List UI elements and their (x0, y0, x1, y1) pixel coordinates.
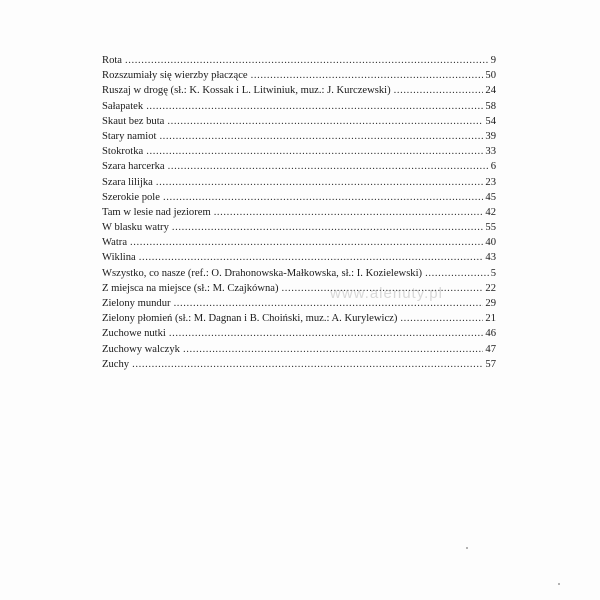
dot-leader (214, 205, 484, 220)
toc-entry-title: Szara harcerka (102, 161, 165, 173)
toc-entry (102, 326, 496, 341)
toc-entry-title: W blasku watry (102, 222, 169, 234)
toc-entry (102, 357, 496, 372)
toc-entry-title: Szara lilijka (102, 176, 153, 188)
dot-leader (425, 266, 489, 281)
dot-leader (169, 326, 484, 341)
toc-entry-page: 9 (490, 55, 496, 66)
toc-entry (102, 342, 496, 357)
toc-entry-title: Zielony płomień (sł.: M. Dagnan i B. Choiński, muz.: A. Kurylewicz) (102, 313, 398, 325)
dot-leader (394, 83, 484, 98)
toc-entry (102, 296, 496, 311)
toc-entry (102, 311, 496, 326)
toc-entry (102, 68, 496, 83)
toc-entry-title: Sałapatek (102, 100, 144, 112)
toc-entry-title: Wiklina (102, 252, 136, 264)
toc-entry-page: 42 (485, 206, 496, 218)
toc-entry (102, 99, 496, 114)
dot-leader (146, 144, 483, 159)
toc-entry (102, 190, 496, 205)
toc-entry-page: 46 (485, 328, 496, 340)
toc-entry (102, 144, 496, 159)
dot-leader (146, 99, 483, 114)
toc-entry-page: 54 (485, 115, 496, 127)
toc-entry-title: Stokrotka (102, 146, 144, 158)
toc-entry-page: 24 (485, 85, 496, 97)
toc-entry (102, 220, 496, 235)
toc-entry-title: Z miejsca na miejsce (sł.: M. Czajkówna) (102, 282, 279, 294)
toc-entry-title: Szerokie pole (102, 191, 160, 203)
toc-entry-page: 5 (490, 267, 496, 279)
toc-entry-page: 55 (485, 222, 496, 234)
toc-entry (102, 53, 496, 68)
dot-leader (282, 281, 484, 296)
dot-leader (130, 235, 483, 250)
toc-entry (102, 266, 496, 281)
dot-leader (172, 220, 484, 235)
toc-entry-title: Zuchowy walczyk (102, 343, 180, 355)
toc-entry-title: Stary namiot (102, 130, 157, 142)
toc-entry (102, 159, 496, 174)
toc-entry-title: Tam w lesie nad jeziorem (102, 206, 211, 218)
dot-leader (132, 357, 483, 372)
toc-entry-page: 50 (485, 70, 496, 82)
toc-entry-page: 43 (485, 252, 496, 264)
toc-entry-page: 40 (485, 237, 496, 249)
toc-entry-page: 39 (485, 130, 496, 142)
toc-entry-page: 33 (485, 146, 496, 158)
toc-entry (102, 250, 496, 265)
toc-entry-page: 29 (485, 298, 496, 309)
toc-entry-page: 58 (485, 100, 496, 112)
dot-leader (163, 190, 483, 205)
dot-leader (251, 68, 484, 83)
toc-entry-page: 22 (485, 282, 496, 294)
table-of-contents (102, 53, 496, 372)
toc-entry (102, 175, 496, 190)
toc-entry (102, 235, 496, 250)
toc-entry-page: 23 (485, 176, 496, 188)
toc-entry-page: 57 (485, 358, 496, 370)
toc-entry-title: Watra (102, 237, 128, 249)
toc-entry-title: Zuchy (102, 358, 130, 370)
dot-leader (139, 250, 484, 265)
toc-entry-page: 45 (485, 191, 496, 203)
dot-leader (167, 114, 483, 129)
print-speck (558, 583, 560, 585)
toc-entry-title: Wszystko, co nasze (ref.: O. Drahonowska-Małkowska, sł.: I. Kozielewski) (102, 267, 423, 279)
print-speck (466, 547, 468, 549)
toc-entry-title: Zielony mundur (102, 298, 171, 309)
dot-leader (125, 53, 489, 68)
toc-entry-page: 6 (490, 161, 496, 173)
dot-leader (183, 342, 483, 357)
dot-leader (156, 175, 484, 190)
dot-leader (159, 129, 483, 144)
dot-leader (400, 311, 483, 326)
toc-entry-title: Zuchowe nutki (102, 328, 166, 340)
toc-entry (102, 114, 496, 129)
toc-entry-page: 21 (485, 313, 496, 325)
watermark: www.alenuty.pl (330, 285, 443, 302)
toc-entry-title: Rozszumiały się wierzby płaczące (102, 70, 248, 82)
toc-entry-title: Rota (102, 55, 123, 66)
toc-entry-page: 47 (485, 343, 496, 355)
dot-leader (174, 296, 484, 311)
toc-entry-title: Skaut bez buta (102, 115, 165, 127)
toc-entry-title: Ruszaj w drogę (sł.: K. Kossak i L. Litwiniuk, muz.: J. Kurczewski) (102, 85, 391, 97)
toc-entry (102, 83, 496, 98)
toc-entry (102, 129, 496, 144)
toc-entry (102, 205, 496, 220)
dot-leader (168, 159, 489, 174)
toc-entry (102, 281, 496, 296)
